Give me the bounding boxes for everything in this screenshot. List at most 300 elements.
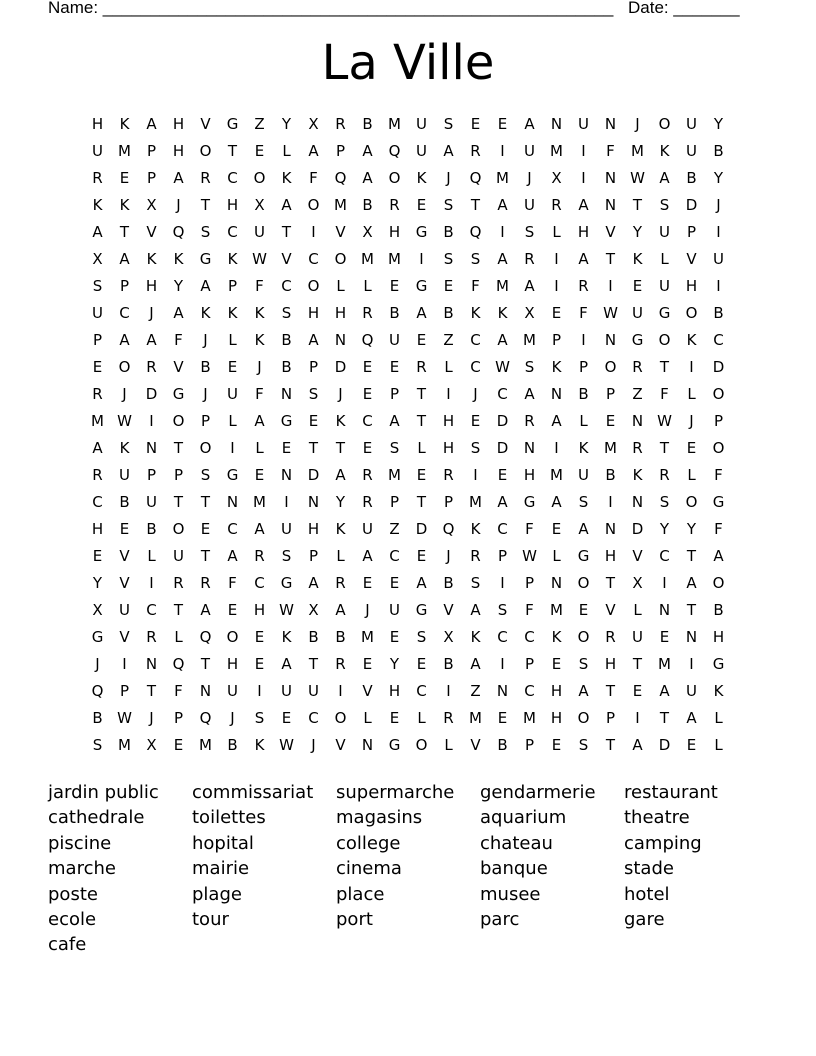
- grid-letter: V: [335, 736, 346, 754]
- grid-letter: H: [604, 655, 617, 673]
- grid-letter: F: [255, 277, 264, 295]
- grid-letter: I: [689, 655, 694, 673]
- grid-letter: A: [497, 196, 508, 214]
- grid-letter: O: [712, 439, 725, 457]
- grid-letter: H: [307, 304, 320, 322]
- word-list-item: poste: [48, 883, 98, 905]
- grid-letter: T: [227, 142, 238, 160]
- grid-letter: K: [119, 196, 130, 214]
- grid-letter: K: [200, 304, 211, 322]
- grid-letter: H: [91, 520, 104, 538]
- grid-letter: O: [658, 331, 671, 349]
- grid-letter: F: [579, 304, 588, 322]
- grid-letter: S: [524, 358, 535, 376]
- grid-letter: I: [257, 682, 262, 700]
- grid-letter: P: [524, 736, 535, 754]
- grid-letter: P: [389, 493, 400, 511]
- grid-letter: B: [281, 358, 292, 376]
- grid-letter: C: [416, 682, 427, 700]
- grid-letter: M: [523, 709, 536, 727]
- grid-letter: D: [685, 196, 698, 214]
- grid-letter: E: [254, 466, 265, 484]
- grid-letter: O: [199, 142, 212, 160]
- grid-letter: B: [335, 628, 346, 646]
- grid-letter: O: [334, 250, 347, 268]
- grid-letter: K: [173, 250, 184, 268]
- grid-letter: S: [92, 736, 103, 754]
- grid-letter: U: [416, 115, 427, 133]
- grid-letter: M: [658, 655, 671, 673]
- grid-letter: O: [577, 574, 590, 592]
- grid-letter: A: [362, 547, 373, 565]
- grid-letter: K: [119, 439, 130, 457]
- grid-letter: K: [254, 736, 265, 754]
- grid-letter: L: [282, 142, 291, 160]
- grid-letter: A: [308, 574, 319, 592]
- grid-letter: Y: [389, 655, 400, 673]
- grid-letter: U: [686, 142, 697, 160]
- grid-letter: K: [335, 412, 346, 430]
- grid-letter: A: [659, 169, 670, 187]
- grid-letter: B: [281, 331, 292, 349]
- grid-letter: A: [362, 142, 373, 160]
- grid-letter: S: [443, 250, 454, 268]
- word-list-item: college: [336, 832, 401, 854]
- grid-letter: M: [388, 466, 401, 484]
- grid-letter: K: [551, 628, 562, 646]
- grid-letter: L: [633, 601, 642, 619]
- grid-letter: B: [443, 223, 454, 241]
- grid-letter: U: [524, 142, 535, 160]
- grid-letter: L: [687, 385, 696, 403]
- grid-letter: C: [92, 493, 103, 511]
- grid-letter: B: [443, 574, 454, 592]
- grid-letter: I: [149, 412, 154, 430]
- grid-letter: E: [389, 358, 400, 376]
- grid-letter: J: [338, 385, 343, 403]
- grid-letter: K: [254, 304, 265, 322]
- grid-letter: W: [657, 412, 672, 430]
- grid-letter: H: [604, 547, 617, 565]
- grid-letter: R: [254, 547, 265, 565]
- grid-letter: L: [417, 709, 426, 727]
- grid-letter: O: [307, 196, 320, 214]
- grid-letter: L: [363, 709, 372, 727]
- grid-letter: S: [443, 196, 454, 214]
- grid-letter: A: [200, 277, 211, 295]
- grid-letter: B: [362, 115, 373, 133]
- grid-letter: Y: [659, 520, 670, 538]
- grid-letter: R: [92, 385, 103, 403]
- grid-letter: F: [714, 520, 723, 538]
- grid-letter: E: [551, 304, 562, 322]
- word-list-item: jardin public: [48, 782, 159, 803]
- grid-letter: B: [713, 304, 724, 322]
- word-list-item: restaurant: [624, 782, 718, 803]
- grid-letter: E: [119, 169, 130, 187]
- grid-letter: Q: [469, 223, 482, 241]
- word-list-item: tour: [192, 908, 229, 930]
- grid-letter: R: [551, 196, 562, 214]
- grid-letter: H: [253, 601, 266, 619]
- grid-letter: S: [659, 493, 670, 511]
- grid-letter: Y: [632, 223, 643, 241]
- grid-letter: O: [334, 709, 347, 727]
- grid-letter: M: [118, 142, 131, 160]
- grid-letter: M: [334, 196, 347, 214]
- grid-letter: U: [362, 520, 373, 538]
- word-list-item: banque: [480, 858, 548, 880]
- grid-letter: S: [281, 304, 292, 322]
- grid-letter: I: [230, 439, 235, 457]
- grid-letter: P: [335, 142, 346, 160]
- grid-letter: I: [662, 574, 667, 592]
- header: [48, 0, 748, 20]
- grid-letter: K: [470, 520, 481, 538]
- grid-letter: N: [334, 331, 347, 349]
- grid-letter: E: [362, 655, 373, 673]
- grid-letter: K: [416, 169, 427, 187]
- grid-letter: S: [578, 655, 589, 673]
- word-list-item: theatre: [624, 807, 690, 829]
- grid-letter: L: [660, 250, 669, 268]
- word-list-item: commissariat: [192, 782, 314, 803]
- grid-letter: T: [200, 196, 211, 214]
- grid-letter: A: [470, 601, 481, 619]
- grid-letter: S: [200, 466, 211, 484]
- grid-letter: N: [226, 493, 239, 511]
- grid-letter: V: [119, 574, 130, 592]
- grid-letter: C: [227, 223, 238, 241]
- grid-letter: Y: [173, 277, 184, 295]
- grid-letter: L: [687, 466, 696, 484]
- grid-letter: H: [712, 628, 725, 646]
- grid-letter: L: [228, 331, 237, 349]
- grid-letter: P: [119, 277, 130, 295]
- grid-letter: K: [551, 358, 562, 376]
- grid-letter: B: [227, 736, 238, 754]
- grid-letter: A: [119, 331, 130, 349]
- grid-letter: R: [416, 358, 427, 376]
- grid-letter: R: [200, 169, 211, 187]
- grid-letter: G: [280, 412, 293, 430]
- grid-letter: L: [444, 736, 453, 754]
- grid-letter: V: [443, 601, 454, 619]
- grid-letter: S: [470, 439, 481, 457]
- grid-letter: C: [389, 547, 400, 565]
- word-list-item: stade: [624, 858, 674, 880]
- grid-letter: U: [227, 385, 238, 403]
- grid-letter: N: [604, 115, 617, 133]
- grid-letter: D: [145, 385, 158, 403]
- grid-letter: F: [174, 682, 183, 700]
- grid-letter: S: [281, 547, 292, 565]
- grid-letter: R: [335, 574, 346, 592]
- grid-letter: B: [389, 304, 400, 322]
- grid-letter: N: [523, 439, 536, 457]
- grid-letter: M: [469, 709, 482, 727]
- grid-letter: F: [606, 142, 615, 160]
- grid-letter: L: [174, 628, 183, 646]
- grid-letter: B: [200, 358, 211, 376]
- grid-letter: H: [442, 412, 455, 430]
- grid-letter: R: [632, 358, 643, 376]
- grid-letter: U: [686, 115, 697, 133]
- grid-letter: T: [659, 358, 670, 376]
- grid-letter: P: [605, 709, 616, 727]
- grid-letter: E: [416, 331, 427, 349]
- grid-letter: F: [525, 601, 534, 619]
- grid-letter: O: [685, 493, 698, 511]
- grid-letter: C: [362, 412, 373, 430]
- grid-letter: E: [551, 520, 562, 538]
- grid-letter: L: [417, 439, 426, 457]
- grid-letter: M: [361, 250, 374, 268]
- grid-letter: F: [228, 574, 237, 592]
- grid-letter: J: [122, 385, 127, 403]
- grid-letter: R: [200, 574, 211, 592]
- grid-letter: R: [335, 115, 346, 133]
- grid-letter: H: [442, 439, 455, 457]
- grid-letter: N: [631, 412, 644, 430]
- grid-letter: E: [362, 385, 373, 403]
- grid-letter: E: [254, 655, 265, 673]
- grid-letter: B: [497, 736, 508, 754]
- word-list-item: cinema: [336, 858, 402, 880]
- grid-letter: U: [713, 250, 724, 268]
- grid-letter: U: [281, 682, 292, 700]
- grid-letter: C: [254, 574, 265, 592]
- grid-letter: Y: [335, 493, 346, 511]
- grid-letter: C: [524, 682, 535, 700]
- grid-letter: S: [659, 196, 670, 214]
- grid-letter: V: [146, 223, 157, 241]
- grid-letter: P: [227, 277, 238, 295]
- grid-letter: P: [389, 385, 400, 403]
- grid-letter: L: [147, 547, 156, 565]
- grid-letter: P: [200, 412, 211, 430]
- grid-letter: G: [172, 385, 185, 403]
- grid-letter: E: [119, 520, 130, 538]
- grid-letter: E: [686, 736, 697, 754]
- grid-letter: H: [172, 115, 185, 133]
- grid-letter: E: [227, 601, 238, 619]
- grid-letter: E: [416, 547, 427, 565]
- grid-letter: U: [254, 223, 265, 241]
- grid-letter: E: [497, 115, 508, 133]
- grid-letter: B: [578, 385, 589, 403]
- grid-letter: J: [203, 385, 208, 403]
- grid-letter: A: [389, 412, 400, 430]
- grid-letter: U: [416, 142, 427, 160]
- grid-letter: H: [334, 304, 347, 322]
- grid-letter: F: [660, 385, 669, 403]
- grid-letter: I: [419, 250, 424, 268]
- grid-letter: K: [146, 250, 157, 268]
- grid-letter: O: [388, 169, 401, 187]
- grid-letter: A: [362, 169, 373, 187]
- grid-letter: W: [522, 547, 537, 565]
- grid-letter: O: [577, 709, 590, 727]
- grid-letter: A: [416, 574, 427, 592]
- grid-letter: P: [146, 466, 157, 484]
- grid-letter: H: [145, 277, 158, 295]
- grid-letter: I: [608, 493, 613, 511]
- grid-letter: X: [146, 736, 157, 754]
- grid-letter: M: [388, 250, 401, 268]
- grid-letter: T: [416, 412, 427, 430]
- grid-letter: E: [362, 574, 373, 592]
- grid-letter: N: [145, 655, 158, 673]
- grid-letter: P: [92, 331, 103, 349]
- grid-letter: U: [119, 601, 130, 619]
- grid-letter: J: [446, 547, 451, 565]
- grid-letter: W: [252, 250, 267, 268]
- grid-letter: H: [550, 709, 563, 727]
- grid-letter: X: [308, 115, 319, 133]
- word-list-item: marche: [48, 858, 116, 880]
- grid-letter: M: [496, 277, 509, 295]
- grid-letter: A: [173, 169, 184, 187]
- grid-letter: R: [470, 547, 481, 565]
- grid-letter: I: [446, 385, 451, 403]
- grid-letter: P: [524, 574, 535, 592]
- grid-letter: O: [172, 520, 185, 538]
- grid-letter: V: [605, 601, 616, 619]
- grid-letter: T: [632, 196, 643, 214]
- grid-letter: X: [443, 628, 454, 646]
- grid-letter: A: [497, 250, 508, 268]
- grid-letter: A: [281, 196, 292, 214]
- grid-letter: A: [254, 520, 265, 538]
- grid-letter: H: [523, 466, 536, 484]
- grid-letter: T: [605, 682, 616, 700]
- grid-letter: V: [362, 682, 373, 700]
- grid-letter: D: [712, 358, 725, 376]
- grid-letter: J: [149, 709, 154, 727]
- grid-letter: X: [92, 601, 103, 619]
- grid-letter: X: [632, 574, 643, 592]
- grid-letter: U: [92, 304, 103, 322]
- grid-letter: H: [307, 520, 320, 538]
- grid-letter: C: [524, 628, 535, 646]
- grid-letter: H: [226, 655, 239, 673]
- grid-letter: A: [686, 709, 697, 727]
- grid-letter: T: [173, 439, 184, 457]
- grid-letter: M: [550, 142, 563, 160]
- grid-letter: P: [173, 709, 184, 727]
- grid-letter: H: [91, 115, 104, 133]
- grid-letter: T: [605, 250, 616, 268]
- grid-letter: U: [173, 547, 184, 565]
- grid-letter: M: [550, 466, 563, 484]
- grid-letter: N: [199, 682, 212, 700]
- grid-letter: M: [361, 628, 374, 646]
- grid-letter: O: [199, 439, 212, 457]
- grid-letter: P: [524, 655, 535, 673]
- word-list-item: piscine: [48, 832, 112, 854]
- grid-letter: D: [658, 736, 671, 754]
- grid-letter: E: [578, 601, 589, 619]
- grid-letter: A: [524, 115, 535, 133]
- grid-letter: H: [550, 682, 563, 700]
- word-list-item: port: [336, 908, 373, 930]
- grid-letter: G: [91, 628, 104, 646]
- grid-letter: N: [604, 169, 617, 187]
- grid-letter: Q: [199, 628, 212, 646]
- word-list-item: musee: [480, 883, 541, 905]
- grid-letter: T: [416, 385, 427, 403]
- grid-letter: K: [281, 169, 292, 187]
- grid-letter: B: [119, 493, 130, 511]
- grid-letter: A: [254, 412, 265, 430]
- grid-letter: I: [500, 142, 505, 160]
- grid-letter: W: [117, 709, 132, 727]
- grid-letter: T: [632, 655, 643, 673]
- grid-letter: T: [470, 196, 481, 214]
- grid-letter: O: [415, 736, 428, 754]
- grid-letter: S: [200, 223, 211, 241]
- grid-letter: F: [525, 520, 534, 538]
- grid-letter: C: [497, 628, 508, 646]
- grid-letter: M: [604, 439, 617, 457]
- grid-letter: R: [335, 655, 346, 673]
- grid-letter: Z: [632, 385, 643, 403]
- grid-letter: O: [712, 385, 725, 403]
- grid-letter: A: [578, 250, 589, 268]
- grid-letter: K: [632, 250, 643, 268]
- word-list-item: gare: [624, 908, 665, 930]
- grid-letter: H: [685, 277, 698, 295]
- grid-letter: C: [308, 250, 319, 268]
- grid-letter: C: [470, 331, 481, 349]
- grid-letter: B: [713, 601, 724, 619]
- grid-letter: A: [308, 142, 319, 160]
- grid-letter: I: [716, 223, 721, 241]
- grid-letter: Y: [92, 574, 103, 592]
- grid-letter: R: [146, 628, 157, 646]
- grid-letter: R: [389, 196, 400, 214]
- grid-letter: D: [307, 466, 320, 484]
- grid-letter: Q: [172, 223, 185, 241]
- grid-letter: I: [581, 331, 586, 349]
- grid-letter: V: [605, 223, 616, 241]
- grid-letter: N: [604, 196, 617, 214]
- grid-letter: P: [146, 169, 157, 187]
- name-field-label: Name: ______________________________________________________: [48, 0, 614, 17]
- grid-letter: A: [551, 412, 562, 430]
- grid-letter: V: [119, 547, 130, 565]
- grid-letter: L: [228, 412, 237, 430]
- grid-letter: H: [577, 223, 590, 241]
- grid-letter: C: [146, 601, 157, 619]
- grid-letter: W: [603, 304, 618, 322]
- grid-letter: G: [415, 277, 428, 295]
- grid-letter: A: [92, 439, 103, 457]
- grid-letter: U: [92, 142, 103, 160]
- grid-letter: R: [92, 466, 103, 484]
- grid-letter: V: [686, 250, 697, 268]
- grid-letter: G: [280, 574, 293, 592]
- grid-letter: M: [631, 142, 644, 160]
- grid-letter: A: [524, 385, 535, 403]
- grid-letter: J: [689, 412, 694, 430]
- grid-letter: A: [335, 601, 346, 619]
- grid-letter: J: [365, 601, 370, 619]
- grid-letter: X: [92, 250, 103, 268]
- grid-letter: U: [632, 304, 643, 322]
- grid-letter: T: [308, 439, 319, 457]
